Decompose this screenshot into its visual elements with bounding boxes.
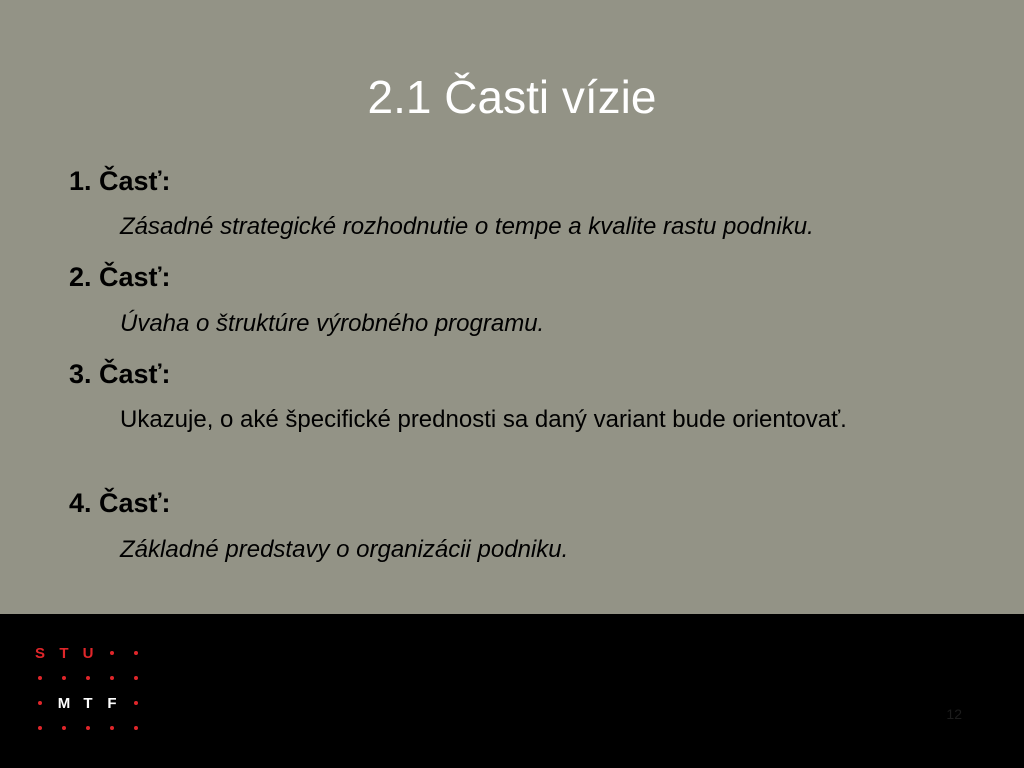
logo-letter: F bbox=[107, 694, 117, 712]
part-4-heading: 4. Časť: bbox=[69, 488, 171, 518]
logo-letter: T bbox=[83, 694, 93, 712]
slide-title: 2.1 Časti vízie bbox=[367, 71, 657, 123]
logo-dot bbox=[126, 643, 146, 663]
logo-dot bbox=[102, 668, 122, 688]
logo-dot bbox=[30, 718, 50, 738]
part-4-text: Základné predstavy o organizácii podniku. bbox=[120, 536, 569, 563]
stu-mtf-logo bbox=[30, 639, 150, 739]
logo-dot bbox=[126, 668, 146, 688]
part-1-heading: 1. Časť: bbox=[69, 166, 171, 196]
logo-letter: S bbox=[34, 644, 45, 662]
logo-dot bbox=[30, 668, 50, 688]
page-number: 12 bbox=[946, 706, 962, 722]
logo-letter: T bbox=[59, 644, 69, 662]
logo-dot bbox=[102, 643, 122, 663]
logo-dot bbox=[78, 718, 98, 738]
part-2-text: Úvaha o štruktúre výrobného programu. bbox=[120, 310, 545, 337]
logo-dot bbox=[102, 718, 122, 738]
part-1-text: Zásadné strategické rozhodnutie o tempe a kvalite rastu podniku. bbox=[120, 213, 814, 240]
footer-bar bbox=[0, 614, 1024, 768]
part-3-heading: 3. Časť: bbox=[69, 359, 171, 389]
logo-letter: M bbox=[57, 694, 71, 712]
logo-dot bbox=[78, 668, 98, 688]
part-2-heading: 2. Časť: bbox=[69, 262, 171, 292]
part-3-text: Ukazuje, o aké špecifické prednosti sa daný variant bude orientovať. bbox=[120, 406, 847, 433]
logo-dot bbox=[30, 693, 50, 713]
logo-dot bbox=[54, 718, 74, 738]
logo-dot bbox=[54, 668, 74, 688]
logo-dot bbox=[126, 718, 146, 738]
logo-dot bbox=[126, 693, 146, 713]
logo-letter: U bbox=[82, 644, 94, 662]
